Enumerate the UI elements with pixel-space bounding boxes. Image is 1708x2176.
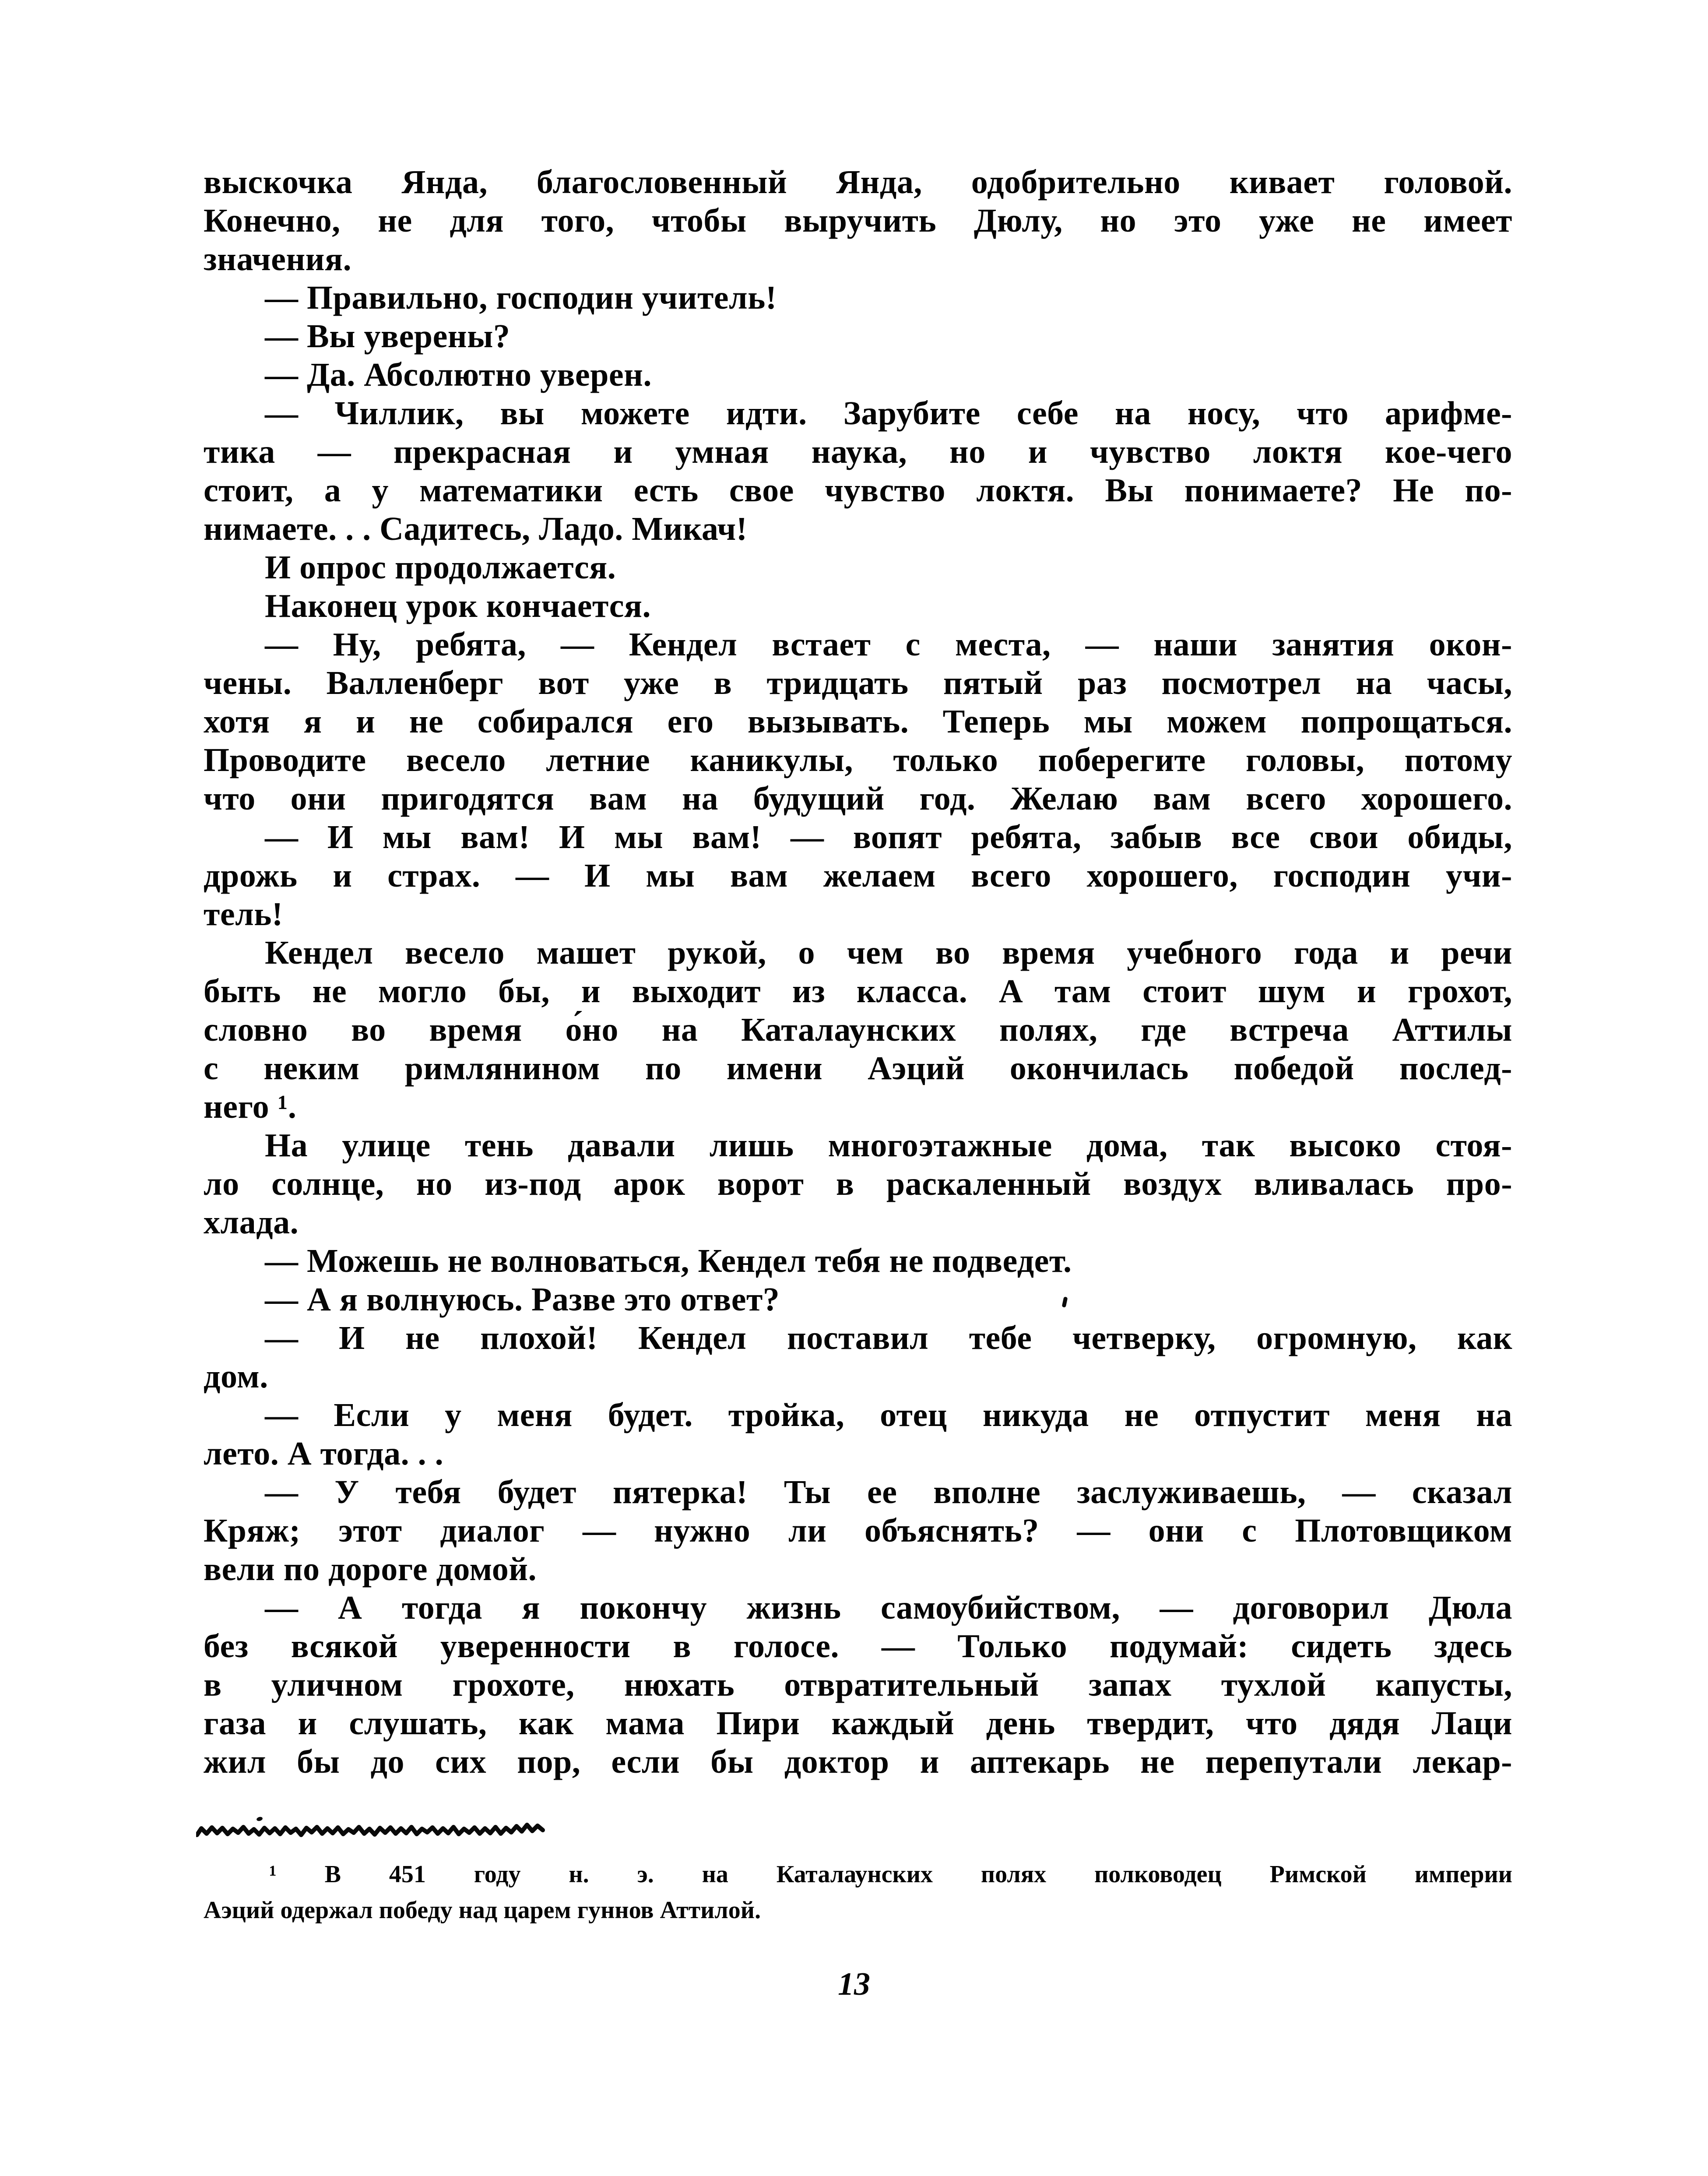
text-line: дрожь и страх. — И мы вам желаем всего хорошего, господин учи- (204, 857, 1512, 894)
footnote-separator-squiggle (196, 1820, 546, 1842)
text-line: — Если у меня будет. тройка, отец никуда не отпустит меня на (265, 1397, 1512, 1433)
text-line: тика — прекрасная и умная наука, но и чувство локтя кое-чего (204, 433, 1512, 470)
text-line: с неким римлянином по имени Аэций окончилась победой послед- (204, 1050, 1512, 1087)
text-line: И опрос продолжается. (265, 549, 616, 586)
text-line: лето. А тогда. . . (204, 1435, 444, 1472)
text-line: Конечно, не для того, чтобы выручить Дюлу, но это уже не имеет (204, 202, 1512, 239)
text-line: — Да. Абсолютно уверен. (265, 356, 652, 393)
text-line: — Чиллик, вы можете идти. Зарубите себе на носу, что арифме- (265, 395, 1512, 432)
text-line: ло солнце, но из-под арок ворот в раскаленный воздух вливалась про- (204, 1165, 1512, 1202)
text-line: — И не плохой! Кендел поставил тебе четверку, огромную, как (265, 1320, 1512, 1356)
text-line: него ¹. (204, 1088, 297, 1125)
text-line: чены. Валленберг вот уже в тридцать пятый раз посмотрел на часы, (204, 665, 1512, 701)
text-line: стоит, а у математики есть свое чувство локтя. Вы понимаете? Не по- (204, 472, 1512, 509)
text-line: хлада. (204, 1204, 299, 1241)
text-line: без всякой уверенности в голосе. — Только подумай: сидеть здесь (204, 1628, 1512, 1665)
text-line: тель! (204, 896, 283, 933)
text-line: — И мы вам! И мы вам! — вопят ребята, забыв все свои обиды, (265, 819, 1512, 856)
text-line: Кряж; этот диалог — нужно ли объяснять? — они с Плотовщиком (204, 1512, 1512, 1549)
text-line: Проводите весело летние каникулы, только поберегите головы, потому (204, 742, 1512, 778)
text-line: — Правильно, господин учитель! (265, 279, 777, 316)
text-line: быть не могло бы, и выходит из класса. А там стоит шум и грохот, (204, 973, 1512, 1010)
text-line: Наконец урок кончается. (265, 588, 651, 624)
text-line: газа и слушать, как мама Пири каждый день твердит, что дядя Лаци (204, 1705, 1512, 1742)
text-line: в уличном грохоте, нюхать отвратительный запах тухлой капусты, (204, 1666, 1512, 1703)
text-line: значения. (204, 241, 352, 278)
text-line: — А тогда я покончу жизнь самоубийством, — договорил Дюла (265, 1589, 1512, 1626)
text-line: Кендел весело машет рукой, о чем во время учебного года и речи (265, 934, 1512, 971)
text-line: хотя я и не собирался его вызывать. Теперь мы можем попрощаться. (204, 703, 1512, 740)
text-line: дом. (204, 1358, 268, 1395)
text-line: что они пригодятся вам на будущий год. Желаю вам всего хорошего. (204, 780, 1512, 817)
page-number: 13 (838, 1966, 870, 2002)
text-line: жил бы до сих пор, если бы доктор и аптекарь не перепутали лекар- (204, 1743, 1512, 1780)
text-line: выскочка Янда, благословенный Янда, одобрительно кивает головой. (204, 164, 1512, 201)
text-line: — У тебя будет пятерка! Ты ее вполне заслуживаешь, — сказал (265, 1474, 1512, 1511)
footnote-block (204, 1856, 1512, 1928)
text-line: На улице тень давали лишь многоэтажные дома, так высоко стоя- (265, 1127, 1512, 1164)
text-line: словно во время о́но на Каталаунских полях, где встреча Аттилы (204, 1011, 1512, 1048)
text-line: — Можешь не волноваться, Кендел тебя не подведет. (265, 1243, 1072, 1279)
text-line: ¹ В 451 году н. э. на Каталаунских полях полководец Римской империи (269, 1861, 1512, 1888)
body-text-block (204, 163, 1512, 1781)
text-line: Аэций одержал победу над царем гуннов Аттилой. (204, 1897, 761, 1924)
text-line: — Ну, ребята, — Кендел встает с места, — наши занятия окон- (265, 626, 1512, 663)
text-line: — Вы уверены? (265, 318, 510, 355)
text-line: нимаете. . . Садитесь, Ладо. Микач! (204, 511, 748, 547)
text-line: вели по дороге домой. (204, 1551, 537, 1588)
text-line: — А я волнуюсь. Разве это ответ? (265, 1281, 780, 1318)
